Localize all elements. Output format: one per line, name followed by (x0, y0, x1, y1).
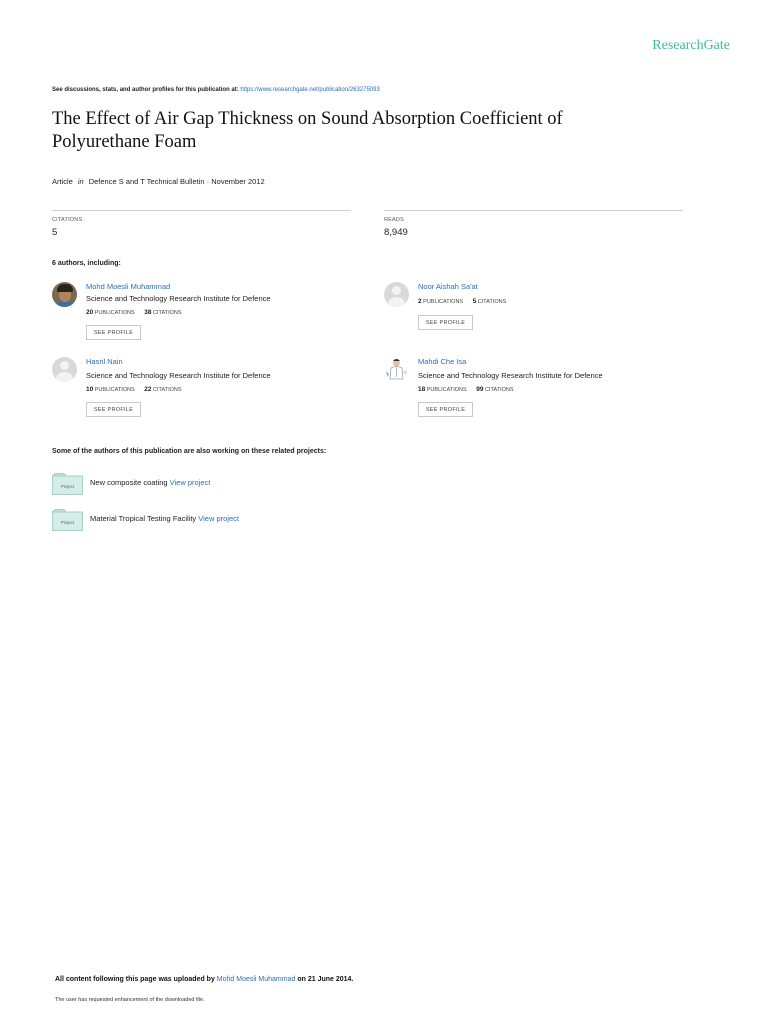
publication-venue: Defence S and T Technical Bulletin · November 2012 (88, 177, 265, 186)
title-line: The Effect of Air Gap Thickness on Sound Absorption Coefficient of (52, 109, 563, 129)
citations-count: 38 (144, 309, 152, 316)
publications-label: PUBLICATIONS (426, 387, 467, 393)
citations-label: CITATIONS (52, 217, 83, 223)
author-stats (418, 298, 506, 305)
see-profile-button[interactable]: SEE PROFILE (418, 402, 473, 417)
citations-label: CITATIONS (153, 310, 182, 316)
discussion-line (52, 87, 380, 93)
reads-label: READS (384, 217, 404, 223)
meta-in: in (77, 177, 84, 186)
author-stats (86, 309, 182, 316)
author-avatar[interactable] (384, 282, 409, 307)
author-avatar[interactable] (384, 357, 409, 382)
project-item (52, 509, 452, 531)
view-project-link[interactable]: View project (198, 514, 239, 523)
author-institution: Science and Technology Research Institute for Defence (86, 294, 271, 303)
project-item (52, 473, 452, 495)
reads-divider (384, 210, 683, 211)
project-title: New composite coating (90, 478, 168, 487)
author-avatar[interactable] (52, 357, 77, 382)
authors-heading: 6 authors, including: (52, 260, 121, 267)
citations-divider (52, 210, 351, 211)
project-text (90, 478, 210, 487)
citations-label: CITATIONS (485, 387, 514, 393)
publication-title (52, 108, 692, 154)
citations-count: 5 (472, 298, 477, 305)
project-icon-label: Project (60, 520, 75, 525)
related-projects-heading: Some of the authors of this publication are also working on these related projects: (52, 448, 327, 455)
author-name[interactable]: Hasril Nain (86, 357, 123, 366)
see-profile-button[interactable]: SEE PROFILE (86, 325, 141, 340)
publications-count: 18 (418, 386, 426, 393)
publication-type: Article (52, 177, 73, 186)
author-institution: Science and Technology Research Institute for Defence (418, 371, 603, 380)
publication-url-link[interactable]: https://www.researchgate.net/publication/263275093 (240, 87, 380, 93)
author-avatar[interactable] (52, 282, 77, 307)
enhancement-note: The user has requested enhancement of the downloaded file. (55, 997, 205, 1003)
publications-count: 2 (418, 298, 422, 305)
author-name[interactable]: Mahdi Che Isa (418, 357, 467, 366)
project-text (90, 514, 239, 523)
author-name[interactable]: Noor Aishah Sa'at (418, 282, 478, 291)
upload-note (55, 976, 353, 983)
citations-value: 5 (52, 227, 58, 238)
see-profile-button[interactable]: SEE PROFILE (418, 315, 473, 330)
author-stats (86, 386, 182, 393)
citations-count: 22 (144, 386, 152, 393)
researchgate-logo[interactable]: ResearchGate (652, 38, 730, 53)
publications-label: PUBLICATIONS (423, 299, 464, 305)
project-icon-label: Project (60, 484, 75, 489)
title-line: Polyurethane Foam (52, 132, 197, 152)
author-stats (418, 386, 514, 393)
reads-value: 8,949 (384, 227, 408, 238)
project-title: Material Tropical Testing Facility (90, 514, 197, 523)
publications-label: PUBLICATIONS (94, 310, 135, 316)
publications-label: PUBLICATIONS (94, 387, 135, 393)
upload-prefix: All content following this page was uploaded by (55, 976, 215, 983)
see-profile-button[interactable]: SEE PROFILE (86, 402, 141, 417)
author-name[interactable]: Mohd Moesli Muhammad (86, 282, 171, 291)
publications-count: 20 (86, 309, 94, 316)
publications-count: 10 (86, 386, 94, 393)
publication-meta (52, 177, 265, 186)
upload-suffix: on 21 June 2014. (297, 976, 354, 983)
citations-label: CITATIONS (477, 299, 507, 305)
author-institution: Science and Technology Research Institute for Defence (86, 371, 271, 380)
view-project-link[interactable]: View project (169, 478, 211, 487)
project-folder-icon (52, 509, 83, 531)
citations-label: CITATIONS (153, 387, 182, 393)
uploader-link[interactable]: Mohd Moesli Muhammad (216, 976, 296, 983)
citations-count: 99 (476, 386, 484, 393)
discussion-text: See discussions, stats, and author profiles for this publication at: (52, 87, 239, 93)
project-folder-icon (52, 473, 83, 495)
